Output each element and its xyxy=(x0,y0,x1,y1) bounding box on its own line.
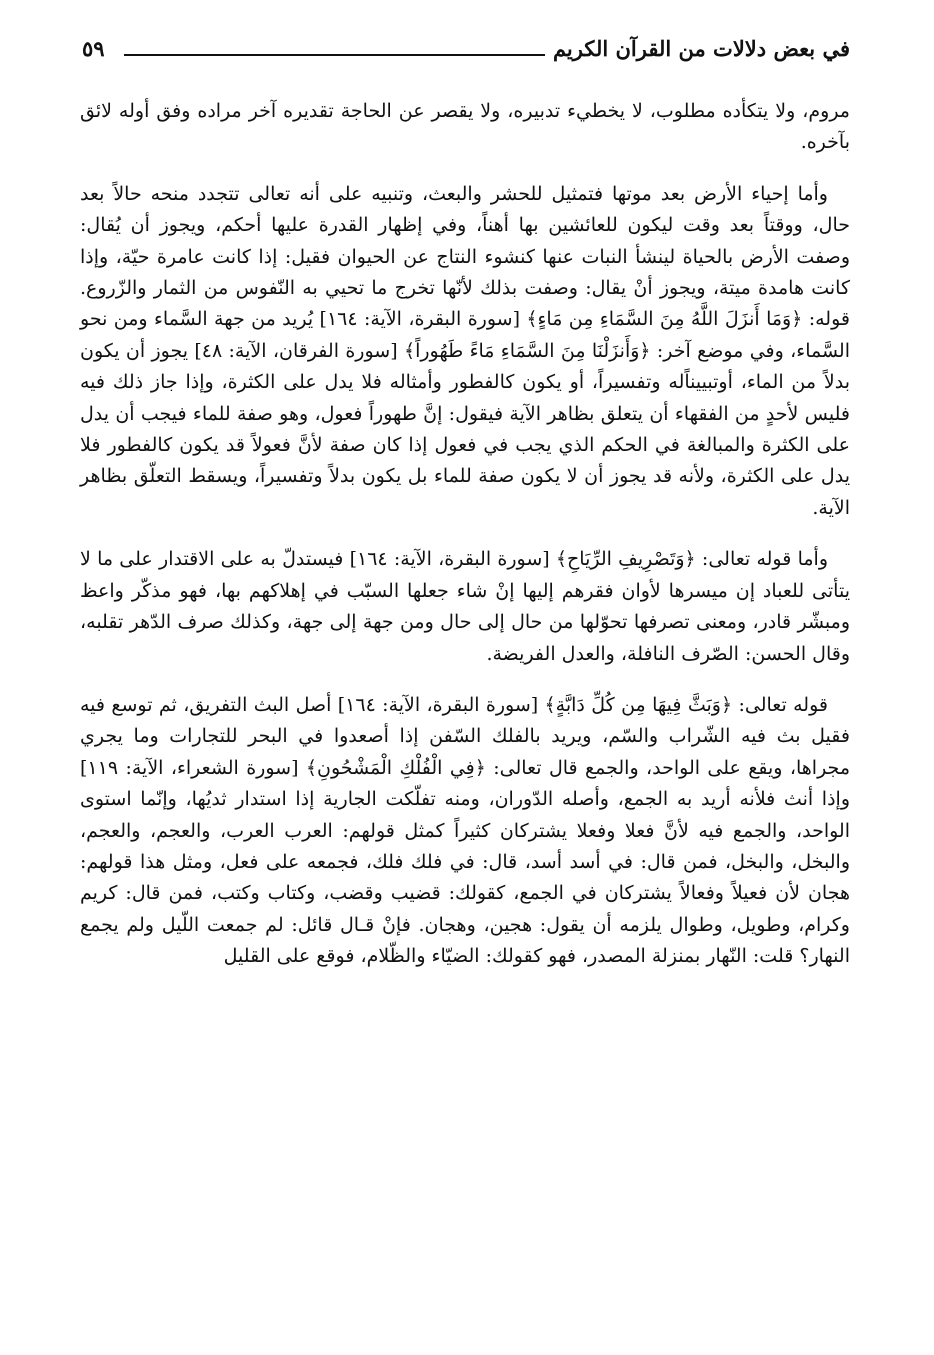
running-header xyxy=(82,36,850,80)
paragraph: قوله تعالى: ﴿وَبَثَّ فِيهَا مِن كُلِّ دَابَّةٍ﴾ [سورة البقرة، الآية: ١٦٤] أصل البث التفريق، ثم توسع فيه فقيل بث فيه الشّراب والسّم، ويريد بالفلك السّفن إذا أصعدوا في البحر للتجارات وما يجري مجراها، ويقع على الواحد، والجمع قال تعالى: ﴿فِي الْفُلْكِ الْمَشْحُونِ﴾ [سورة الشعراء، الآية: ١١٩] وإذا أنث فلأنه أريد به الجمع، وأصله الدّوران، ومنه تفلّكت الجارية إذا استدار ثديُها، وإنّما استوى الواحد، والجمع فيه لأنَّ فعلا وفعلا يشتركان كثيراً كمثل قولهم: العرب العرب، والعجم، والعجم، والبخل، والبخل، فمن قال: في أسد أسد، قال: في فلك فلك، فجمعه على فعل، ومثل هذا قولهم: هجان لأن فعيلاً وفعالاً يشتركان في الجمع، كقولك: قضيب وقضب، وكتاب وكتب، فمن قال: كريم وكرام، وطويل، وطوال يلزمه أن يقول: هجين، وهجان. فإنْ قـال قائل: لم جمعت اللّيل ولم يجمع النهار؟ قلت: النّهار بمنزلة المصدر، فهو كقولك: الضيّاء والظّلام، فوقع على القليل xyxy=(80,693,850,968)
page-body xyxy=(80,96,850,993)
paragraph: وأما قوله تعالى: ﴿وَتَصْرِيفِ الرِّيَاحِ﴾ [سورة البقرة، الآية: ١٦٤] فيستدلّ به على الاقتدار على ما لا يتأتى للعباد إن ميسرها لأوان فقرهم إليها إنْ شاء جعلها السبّب في إهلاكهم بها، فهو مذكّر واعظ ومبشّر قادر، ومعنى تصرفها تحوّلها من حال إلى حال ومن جهة إلى جهة، وكذلك صرف الدّهر تقلبه، وقال الحسن: الصّرف النافلة، والعدل الفريضة. xyxy=(80,548,850,665)
paragraph: مروم، ولا يتكأده مطلوب، لا يخطيء تدبيره، ولا يقصر عن الحاجة تقديره آخر مراده وفق أوله لائق بآخره. xyxy=(80,100,850,154)
running-title: في بعض دلالات من القرآن الكريم xyxy=(552,36,850,61)
header-rule xyxy=(124,54,545,56)
page-number: ٥٩ xyxy=(82,36,105,61)
paragraph: وأما إحياء الأرض بعد موتها فتمثيل للحشر والبعث، وتنبيه على أنه تعالى تتجدد منحه حالاً بعد حال، ووقتاً بعد وقت ليكون للعائشين بها أهناً، وفي إظهار القدرة عليها أحكم، ويجوز أن يُقال: وصفت الأرض بالحياة لينشأ النبات عنها كنشوء النتاج عن الحيوان فقيل: إذا كانت عامرة حيّة، وإذا كانت هامدة ميتة، ويجوز أنْ يقال: وصفت بذلك لأنّها تخرج ما تحيي به النّفوس من الثمار والزّروع. قوله: ﴿وَمَا أَنزَلَ اللَّهُ مِنَ السَّمَاءِ مِن مَاءٍ﴾ [سورة البقرة، الآية: ١٦٤] يُريد من جهة السَّماء ومن نحو السَّماء، وفي موضع آخر: ﴿وَأَنزَلْنَا مِنَ السَّمَاءِ مَاءً طَهُوراً﴾ [سورة الفرقان، الآية: ٤٨] يجوز أن يكون بدلاً من الماء، أوتبييناًله وتفسيراً، أو يكون كالفطور وأمثاله فلا يدل على الكثرة، وإذا جاز ذلك فيه فليس لأحدٍ من الفقهاء أن يتعلق بظاهر الآية فيقول: إنَّ طهوراً فعول، وهو صفة للماء فيجب أن يدل على الكثرة والمبالغة في الحكم الذي يجب في فعول إذا كان صفة لأنَّ فعولاً قد يكون كالفطور فلا يدل على الكثرة، ولأنه قد يجوز أن لا يكون صفة للماء بل يكون بدلاً وتفسيراً، ويسقط التعلّق بظاهر الآية. xyxy=(80,182,850,519)
